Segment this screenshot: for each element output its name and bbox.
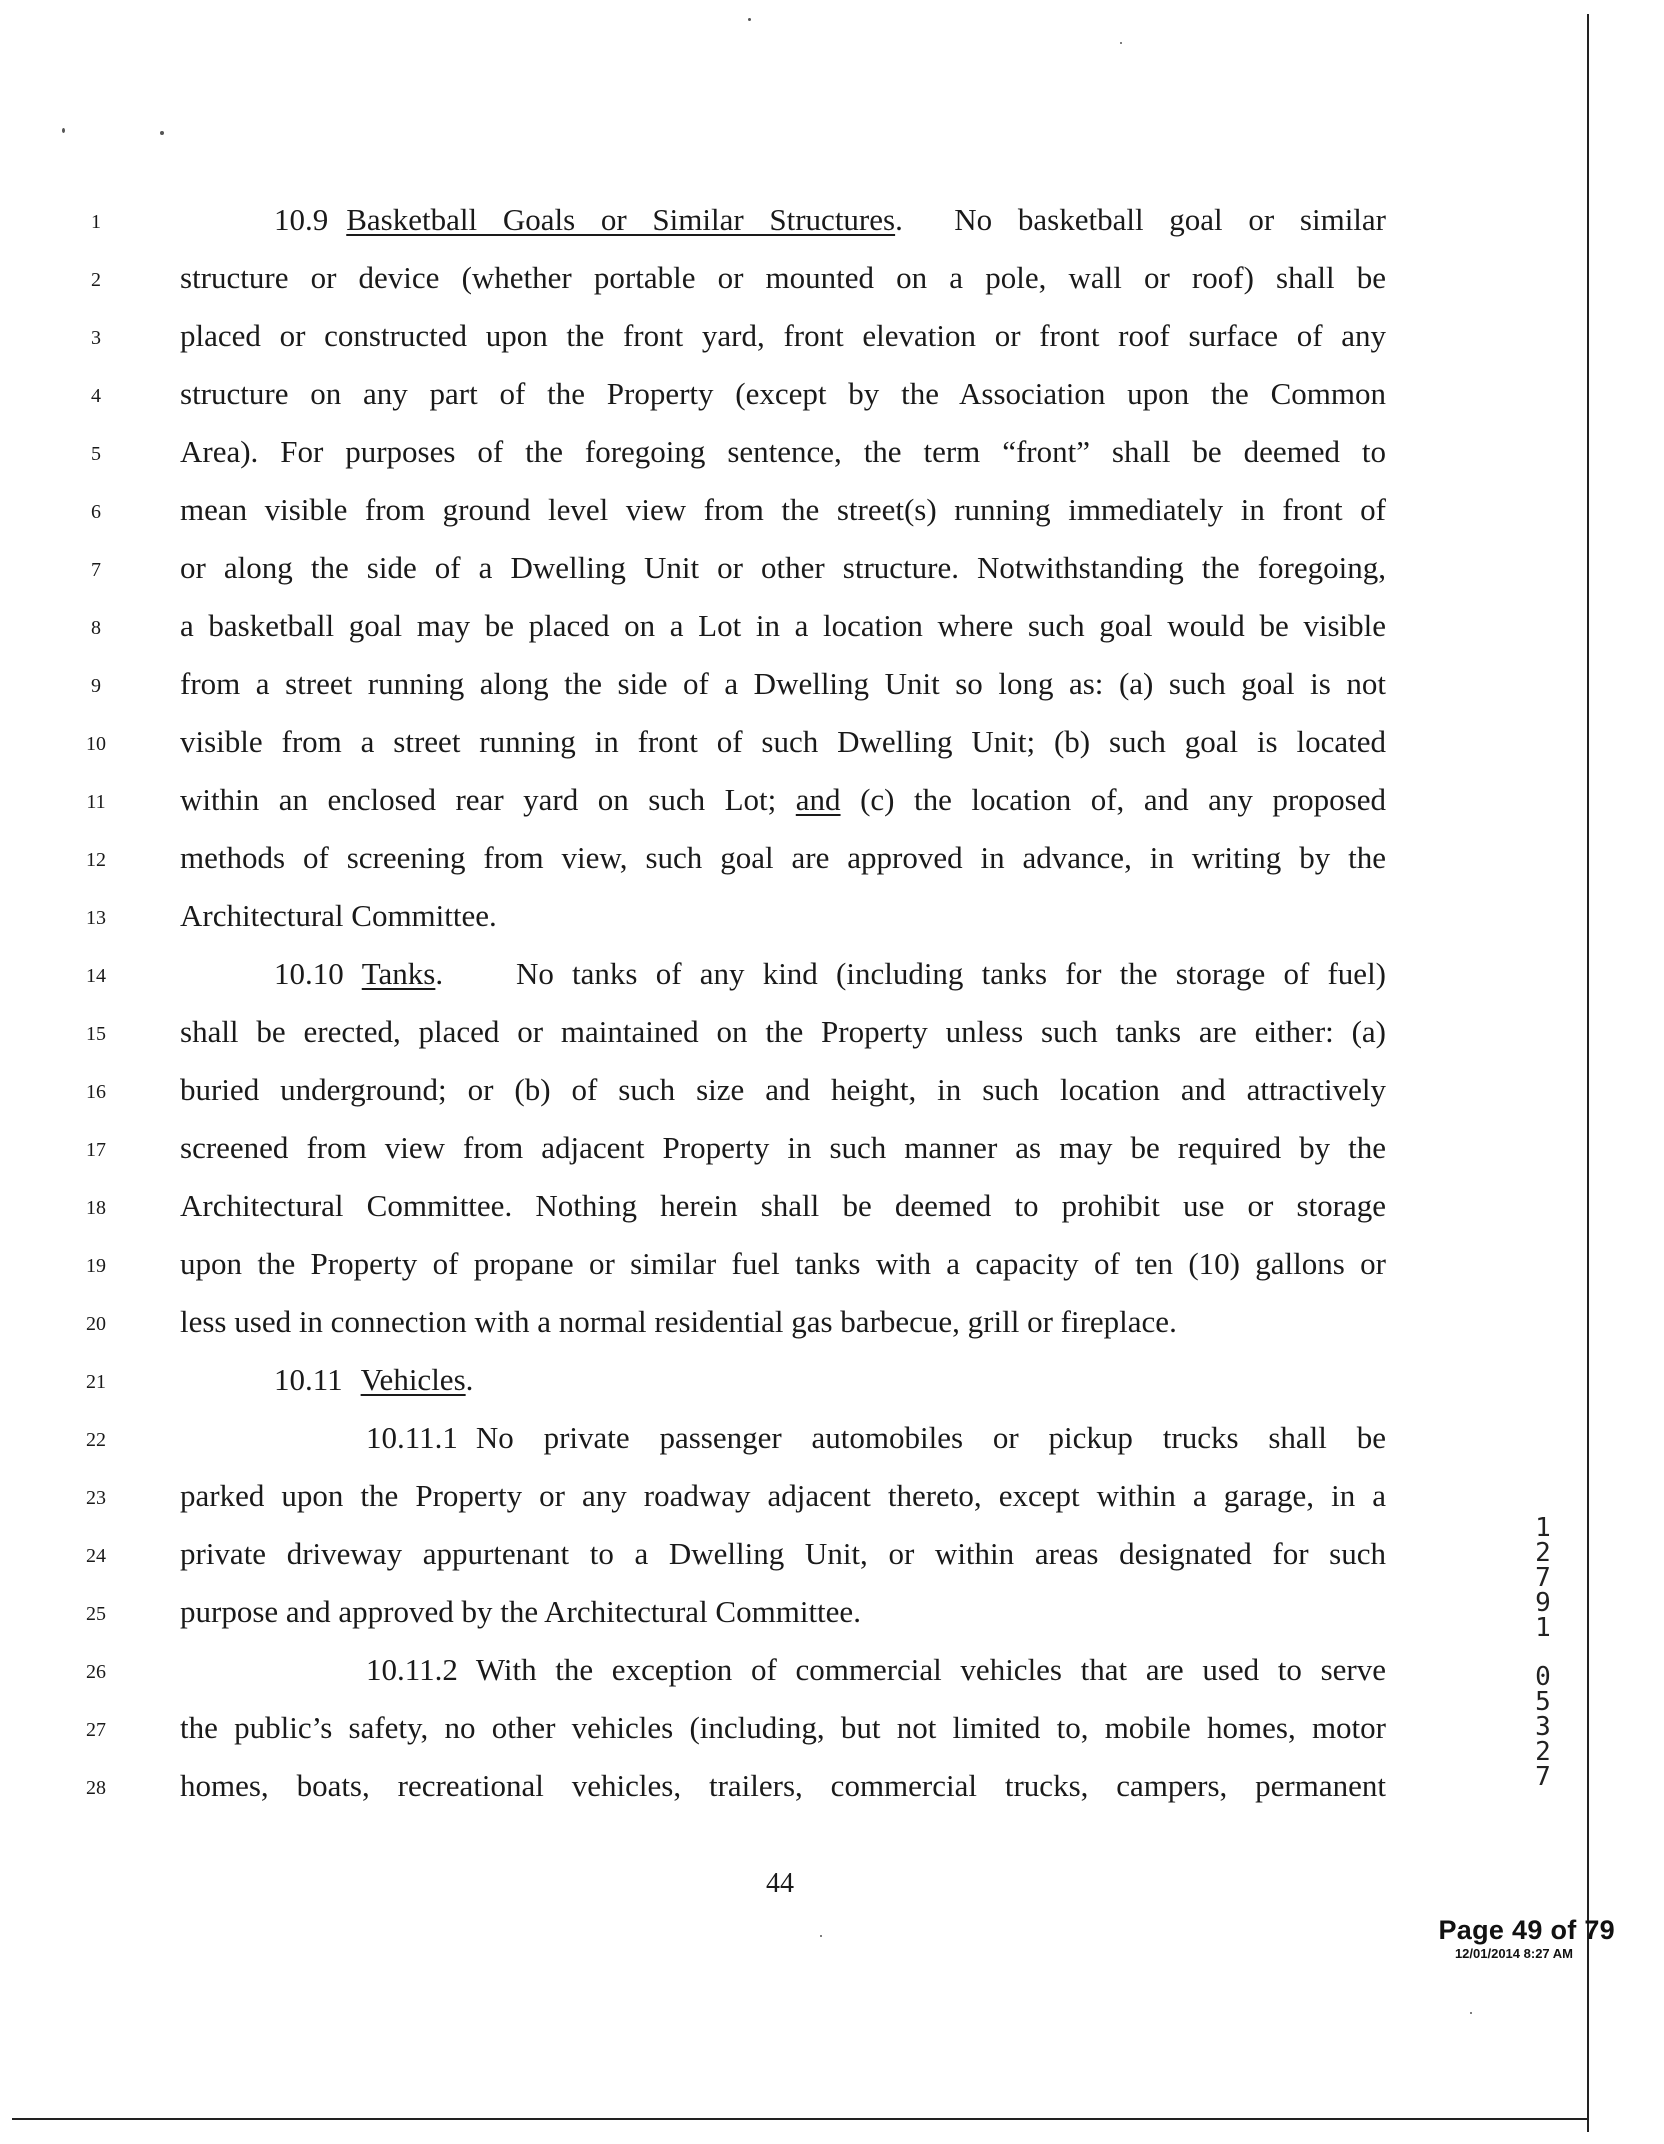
line-number: 6 [91,501,101,523]
stamp-digit: 3 [1535,1712,1551,1742]
line-number: 26 [86,1661,106,1683]
text-line [180,1418,1386,1458]
text-line: 10.10 Tanks. No tanks of any kind (including tanks for the storage of fuel) [180,954,1386,994]
line-number: 20 [86,1313,106,1335]
line-number: 5 [91,443,101,465]
stamp-digit: 5 [1535,1687,1551,1717]
scan-speck [62,128,65,133]
line-number: 3 [91,327,101,349]
section-number: 10.9 [274,202,329,237]
text-line: parked upon the Property or any roadway adjacent thereto, except within a garage, in a [180,1478,1386,1513]
line-number: 14 [86,965,106,987]
line-number: 19 [86,1255,106,1277]
scan-speck [820,1935,822,1937]
scan-speck [748,18,751,21]
line-number: 22 [86,1429,106,1451]
stamp-digit: 2 [1535,1538,1551,1568]
line-number: 4 [91,385,101,407]
text-line: the public’s safety, no other vehicles (including, but not limited to, mobile homes, motor [180,1710,1386,1745]
stamp-digit: 1 [1535,1513,1551,1543]
underlined-word: and [795,782,841,817]
line-number: 25 [86,1603,106,1625]
stamp-digit: 1 [1535,1613,1551,1643]
text-fragment: No basketball goal or similar [954,202,1386,237]
text-fragment: (c) the location of, and any proposed [860,782,1387,817]
section-heading: Tanks [361,956,436,991]
stamp-digit: 9 [1535,1588,1551,1618]
recorder-timestamp: 12/01/2014 8:27 AM [1454,1946,1573,1961]
section-heading: Basketball Goals or Similar Structures [346,202,896,237]
text-line: private driveway appurtenant to a Dwelling Unit, or within areas designated for such [180,1536,1386,1571]
section-heading: Vehicles [360,1362,466,1397]
text-line: placed or constructed upon the front yard, front elevation or front roof surface of any [180,318,1386,353]
line-number: 11 [86,791,106,813]
text-fragment: With the exception of commercial vehicles that are used to serve [475,1652,1386,1687]
text-line [180,780,1386,820]
recorder-stamp [1385,1914,1615,1962]
section-number: 10.11 [274,1362,343,1397]
text-line: or along the side of a Dwelling Unit or other structure. Notwithstanding the foregoing, [180,550,1386,585]
scan-speck [1470,2012,1472,2014]
line-number: 15 [86,1023,106,1045]
text-fragment: No tanks of any kind (including tanks for the storage of fuel) [515,956,1386,991]
line-number: 1 [91,211,101,233]
line-number: 23 [86,1487,106,1509]
right-edge-line [1587,14,1589,2132]
text-line: buried underground; or (b) of such size and height, in such location and attractively [180,1072,1386,1107]
text-line: a basketball goal may be placed on a Lot in a location where such goal would be visible [180,608,1386,643]
scan-speck [1120,42,1122,44]
line-number: 8 [91,617,101,639]
line-number: 24 [86,1545,106,1567]
text-line: shall be erected, placed or maintained on the Property unless such tanks are either: (a) [180,1014,1386,1049]
line-number: 28 [86,1777,106,1799]
page-number: 44 [766,1868,794,1899]
text-line: less used in connection with a normal residential gas barbecue, grill or fireplace. [180,1304,1177,1339]
recorder-page-label: Page 49 of 79 [1438,1915,1615,1945]
text-line: 10.11 Vehicles. [180,1360,1386,1400]
line-number: 17 [86,1139,106,1161]
line-number: 27 [86,1719,106,1741]
text-line: methods of screening from view, such goal are approved in advance, in writing by the [180,840,1386,875]
scan-speck [160,131,164,135]
text-line: Area). For purposes of the foregoing sentence, the term “front” shall be deemed to [180,434,1386,469]
subsection-number: 10.11.1 [366,1420,458,1455]
line-number: 13 [86,907,106,929]
line-number: 21 [86,1371,106,1393]
text-line: Architectural Committee. Nothing herein shall be deemed to prohibit use or storage [180,1188,1386,1223]
stamp-digit: 7 [1535,1563,1551,1593]
text-line: visible from a street running in front of such Dwelling Unit; (b) such goal is located [180,724,1386,759]
text-line: 10.9 Basketball Goals or Similar Structures. No basketball goal or similar [180,200,1386,240]
text-line: upon the Property of propane or similar fuel tanks with a capacity of ten (10) gallons or [180,1246,1386,1281]
text-line: purpose and approved by the Architectural Committee. [180,1594,861,1629]
section-number: 10.10 [274,956,344,991]
stamp-digit: 0 [1535,1662,1551,1692]
text-fragment: No private passenger automobiles or pickup trucks shall be [475,1420,1386,1455]
text-line: from a street running along the side of a Dwelling Unit so long as: (a) such goal is not [180,666,1386,701]
subsection-number: 10.11.2 [366,1652,458,1687]
stamp-digit: 7 [1535,1762,1551,1792]
line-number: 16 [86,1081,106,1103]
line-number: 10 [86,733,106,755]
line-number: 12 [86,849,106,871]
line-number: 7 [91,559,101,581]
line-number: 9 [91,675,101,697]
text-line [180,1650,1386,1690]
stamp-digit: 2 [1535,1737,1551,1767]
line-number: 2 [91,269,101,291]
text-line: structure or device (whether portable or mounted on a pole, wall or roof) shall be [180,260,1386,295]
instrument-number-stamp [1526,1513,1560,1792]
text-line: Architectural Committee. [180,898,497,933]
text-line: homes, boats, recreational vehicles, trailers, commercial trucks, campers, permanent [180,1768,1386,1803]
bottom-rule [12,2118,1587,2120]
text-line: screened from view from adjacent Property in such manner as may be required by the [180,1130,1386,1165]
line-number: 18 [86,1197,106,1219]
text-fragment: within an enclosed rear yard on such Lot; [180,782,777,817]
text-line: structure on any part of the Property (except by the Association upon the Common [180,376,1386,411]
text-line: mean visible from ground level view from the street(s) running immediately in front of [180,492,1386,527]
